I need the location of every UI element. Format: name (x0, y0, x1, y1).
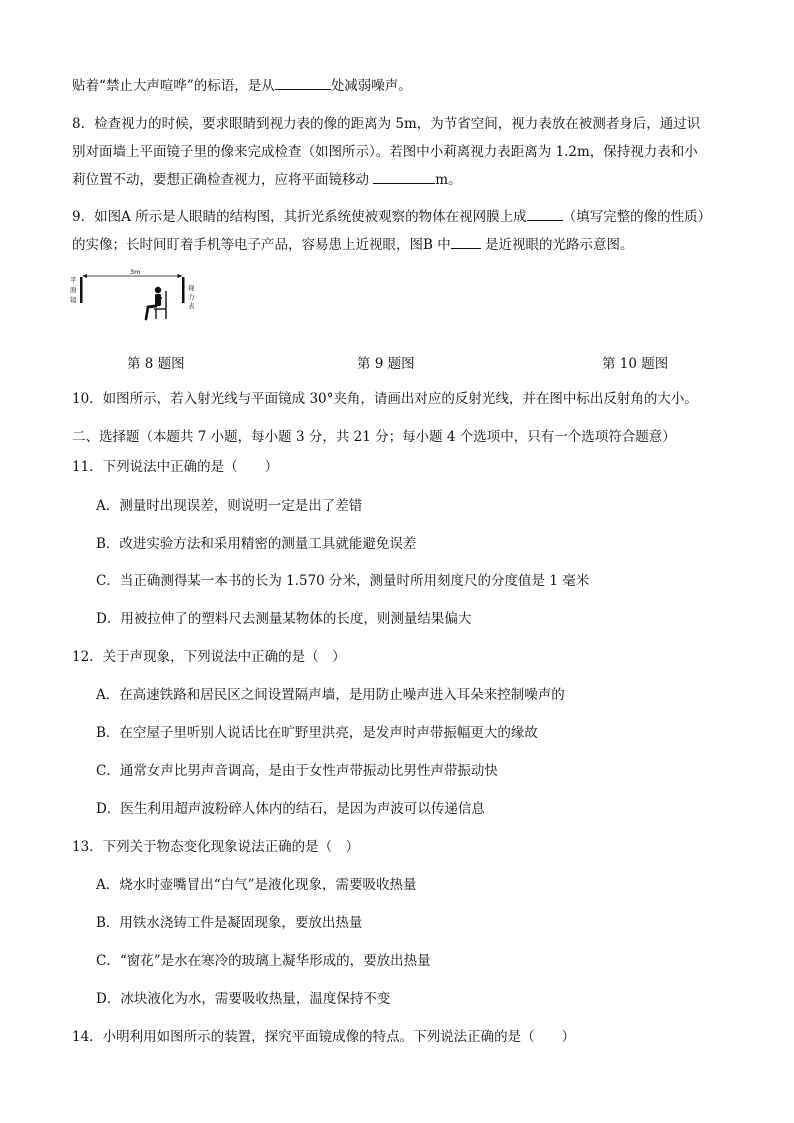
q8-line-2: 别对面墙上平面镜子里的像来完成检查（如图所示）。若图中小莉离视力表距离为 1.2m，保持视力表和小 (72, 144, 698, 160)
q8-line-1: 8．检查视力的时候，要求眼睛到视力表的像的距离为 5m，为节省空间，视力表放在被测者身后，通过识 (72, 116, 701, 132)
q9-line-1 (72, 208, 711, 226)
mirror-label-char-2: 面 (70, 286, 77, 294)
caption-figure-10: 第 10 题图 (602, 356, 669, 372)
chart-label-char-1: 视 (188, 284, 195, 292)
q9-text-before: 9．如图A 所示是人眼睛的结构图，其折光系统使被观察的物体在视网膜上成 (72, 209, 527, 225)
q11-stem: 11．下列说法中正确的是（ ） (72, 459, 279, 475)
q8-text-before: 莉位置不动，要想正确检查视力，应将平面镜移动 (72, 172, 374, 188)
q11-option-b[interactable]: B．改进实验方法和采用精密的测量工具就能避免误差 (96, 536, 417, 552)
q8-text-after: m。 (435, 172, 462, 188)
chart-label-char-2: 力 (188, 293, 195, 301)
q13-option-c[interactable]: C．“窗花”是水在寒冷的玻璃上凝华形成的，要放出热量 (96, 953, 431, 969)
q14-stem: 14．小明利用如图所示的装置，探究平面镜成像的特点。下列说法正确的是（ ） (72, 1029, 576, 1045)
q13-option-d[interactable]: D．冰块液化为水，需要吸收热量，温度保持不变 (96, 991, 391, 1007)
mirror (80, 277, 83, 303)
q12-option-b[interactable]: B．在空屋子里听别人说话比在旷野里洪亮，是发声时声带振幅更大的缘故 (96, 725, 538, 741)
figure-8-diagram (70, 268, 220, 332)
q12-option-c[interactable]: C．通常女声比男声音调高，是由于女性声带振动比男性声带振动快 (96, 763, 498, 779)
q7-text-after: 处减弱噪声。 (330, 78, 412, 94)
q13-option-b[interactable]: B．用铁水浇铸工件是凝固现象，要放出热量 (96, 915, 363, 931)
q9-text-after-2: 是近视眼的光路示意图。 (480, 237, 634, 253)
caption-figure-8: 第 8 题图 (127, 356, 185, 372)
q8-line-3 (72, 171, 462, 189)
distance-arrow-right (178, 274, 183, 278)
mirror-label-char-1: 平 (70, 276, 77, 284)
eye-chart (182, 277, 185, 303)
q11-option-d[interactable]: D．用被拉伸了的塑料尺去测量某物体的长度，则测量结果偏大 (96, 611, 472, 627)
seated-person-icon (146, 287, 161, 319)
q12-stem: 12．关于声现象，下列说法中正确的是（ ） (72, 649, 346, 665)
q9-text-after: （填写完整的像的性质） (562, 209, 712, 225)
q13-stem: 13．下列关于物态变化现象说法正确的是（ ） (72, 839, 360, 855)
q9-text-before-2: 的实像；长时间盯着手机等电子产品，容易患上近视眼，图B 中 (72, 237, 451, 253)
q7-text-before: 贴着“禁止大声喧哗”的标语，是从 (72, 78, 275, 94)
q9-line-2 (72, 236, 634, 254)
q9-answer-blank-1[interactable] (527, 208, 563, 221)
q8-answer-blank[interactable] (373, 171, 435, 184)
q11-option-a[interactable]: A．测量时出现误差，则说明一定是出了差错 (96, 498, 363, 514)
q7-answer-blank[interactable] (275, 77, 331, 90)
distance-arrow-left (83, 274, 88, 278)
q13-option-a[interactable]: A．烧水时壶嘴冒出“白气”是液化现象，需要吸收热量 (96, 877, 417, 893)
distance-label: 3m (130, 268, 141, 276)
caption-figure-9: 第 9 题图 (357, 356, 415, 372)
chart-label (188, 284, 195, 310)
q11-option-c[interactable]: C．当正确测得某一本书的长为 1.570 分米，测量时所用刻度尺的分度值是 1 毫米 (96, 573, 590, 589)
q9-answer-blank-2[interactable] (451, 236, 481, 249)
q7-tail (72, 77, 412, 95)
mirror-label (70, 276, 77, 304)
section-2-heading: 二、选择题（本题共 7 小题，每小题 3 分，共 21 分；每小题 4 个选项中，只有一个选项符合题意） (72, 429, 676, 445)
q10-text: 10．如图所示，若入射光线与平面镜成 30°夹角，请画出对应的反射光线，并在图中标出反射角的大小。 (72, 391, 698, 407)
q12-option-d[interactable]: D．医生利用超声波粉碎人体内的结石，是因为声波可以传递信息 (96, 801, 485, 817)
chart-label-char-3: 表 (188, 302, 195, 310)
mirror-label-char-3: 镜 (70, 296, 77, 304)
q12-option-a[interactable]: A．在高速铁路和居民区之间设置隔声墙，是用防止噪声进入耳朵来控制噪声的 (96, 687, 565, 703)
